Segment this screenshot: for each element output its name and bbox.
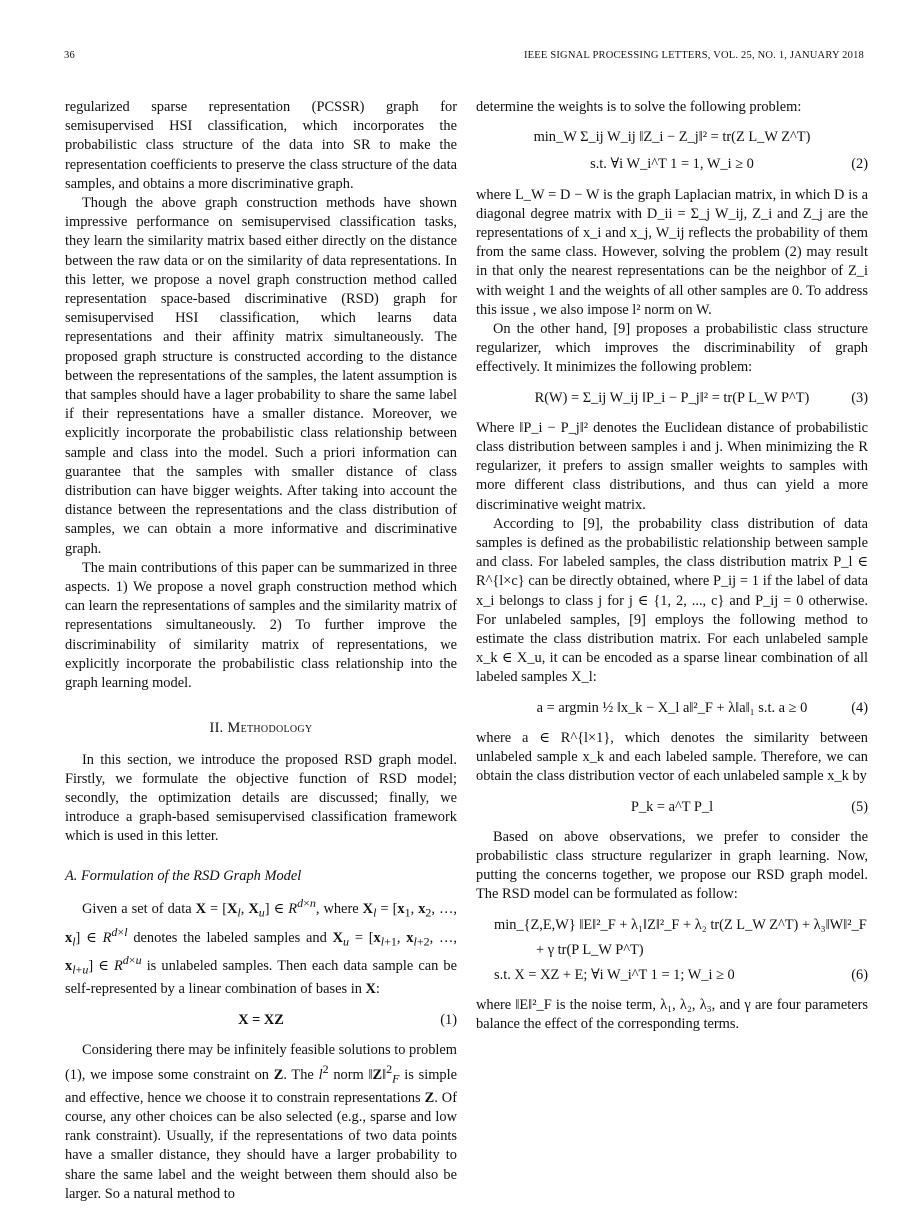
equation-number: (6) xyxy=(851,966,868,983)
paragraph-constraint: Considering there may be infinitely feasible solutions to problem (1), we impose some constraint on Z. The $l^2$ norm ‖Z‖$^2_F$ is simple and effective, hence we choose it to constrain representations Z. Of course, any other choices can be also selected (e.g., sparse and low rank constraint). Usually, if the representations of two data points have a smaller distance, they should have a larger probability to share the same label and the weight between them should also be larger. So a natural method to xyxy=(65,1041,457,1202)
text-span: is simple and effective, hence we choose it to constrain representations xyxy=(65,1066,457,1106)
paragraph: The main contributions of this paper can be summarized in three aspects. 1) We propose a novel graph construction method which can learn the representations of samples and the similarity matrix of representations simultaneously. 2) To further improve the discriminability of similarity matrix of representations, we explicitly incorporate the probabilistic class relationship into the graph learning model. xyxy=(65,559,457,692)
equation-body: P_k = a^T P_l xyxy=(630,798,714,815)
section-number: II. xyxy=(209,720,224,737)
paragraph: where ‖E‖²_F is the noise term, λ₁, λ₂, λ₃, and γ are four parameters balance the effect of the corresponding terms. xyxy=(476,997,868,1033)
paragraph-definition: Given a set of data $X = [X_l$, $X_u$] ∈ $R^{d\times n}$, where $X_l = [x_1$, $x_2$, …, $x_l$] ∈ $R^{d\times l}$ denotes the labeled samples and $X_u = [x_{l+1}$, $x_{l+2}$, …, $x_{l+u}$] ∈ $R^{d\times u}$ is unlabeled samples. Then each data sample can be self-represented by a linear combination of bases in X: xyxy=(65,895,457,998)
text-span: denotes the labeled samples and xyxy=(133,929,327,946)
paragraph: According to [9], the probability class distribution of data samples is defined as the probabilistic relationship between sample and class. For labeled samples, the class distribution matrix P_l ∈ R^{l×c} can be directly obtained, where P_ij = 1 if the label of data x_i belongs to class j for j ∈ {1, 2, ..., c} and P_ij = 0 otherwise. For unlabeled samples, [9] employs the following method to estimate the class distribution matrix. For each unlabeled sample x_k ∈ X_u, it can be encoded as a sparse linear combination of all labeled samples X_l: xyxy=(476,515,868,686)
journal-title: IEEE SIGNAL PROCESSING LETTERS, VOL. 25, NO. 1, JANUARY 2018 xyxy=(523,50,864,61)
equation-6 xyxy=(476,916,868,986)
text-span: Considering there may be infinitely feasible solutions to problem (1), we impose some constraint on xyxy=(65,1041,457,1083)
right-column xyxy=(476,98,868,1035)
paragraph: determine the weights is to solve the following problem: xyxy=(476,99,802,115)
equation-number: (3) xyxy=(851,389,868,406)
equation-5 xyxy=(476,798,868,817)
paragraph: Where ‖P_i − P_j‖² denotes the Euclidean distance of probabilistic class distribution between samples i and j. When minimizing the R regularizer, it prefers to assign smaller weights to samples with more different class distributions, and thus can yield a more discriminative weight matrix. xyxy=(476,419,868,513)
running-header xyxy=(64,50,864,66)
paragraph: In this section, we introduce the proposed RSD graph model. Firstly, we formulate the objective function of RSD model; secondly, the optimization details are discussed; finally, we introduce a graph-based semisupervised classification framework which is used in this letter. xyxy=(65,751,457,845)
equation-body: R(W) = Σ_ij W_ij ‖P_i − P_j‖² = tr(P L_W P^T) xyxy=(534,389,810,406)
equation-line: s.t. X = XZ + E; ∀i W_i^T 1 = 1; W_i ≥ 0 xyxy=(494,966,735,983)
section-heading xyxy=(65,719,457,738)
paragraph: where L_W = D − W is the graph Laplacian matrix, in which D is a diagonal degree matrix with D_ii = Σ_j W_ij, Z_i and Z_j are the representations of x_i and x_j, W_ij reflects the probability of them from the same class. However, solving the problem (2) may result in that only the nearest representations can be the neighbor of Z_i with weight 1 and the weights of all other samples are 0. To address this issue , we also impose l² norm on W. xyxy=(476,186,868,318)
paragraph: Though the above graph construction methods have shown impressive performance on semisupervised classification tasks, they learn the similarity matrix based either directly on the distance between the raw data or on the similarity of data representations. In this letter, we propose a novel graph construction method called representation space-based discriminative (RSD) graph for semisupervised HSI classification, which learns data representations and their affinity matrix simultaneously. The proposed graph structure is constructed according to the distance between the representations of the samples, the latent assumption is that samples should have a lager probability to share the same label if their representations have a smaller distance. Moreover, we explicitly incorporate the probabilistic class relationship between sample and class into the model. Such a priori information can guarantee that the samples with smaller distance of class distribution can have bigger weights. After taking into account the distance between the representations and the class distribution of samples, we can obtain a more informative and discriminative graph. xyxy=(65,195,457,557)
text-span: , where xyxy=(315,900,359,917)
text-span: is unlabeled samples. Then each data sample can be self-represented by a linear combination of bases in xyxy=(65,958,457,998)
equation-number: (1) xyxy=(440,1011,457,1028)
equation-line: + γ tr(P L_W P^T) xyxy=(536,941,644,958)
equation-line: min_{Z,E,W} ‖E‖²_F + λ₁‖Z‖²_F + λ₂ tr(Z L_W Z^T) + λ₃‖W‖²_F xyxy=(494,916,867,933)
equation-body: a = argmin ½ ‖x_k − X_l a‖²_F + λ‖a‖₁ s.t. a ≥ 0 xyxy=(536,699,808,716)
paragraph: Based on above observations, we prefer to consider the probabilistic class structure regularizer in graph learning. Now, putting the concerns together, we propose our RSD graph model. The RSD model can be formulated as follow: xyxy=(476,828,868,903)
equation-3 xyxy=(476,389,868,408)
text-span: . Of course, any other choices can be also selected (e.g., sparse and low rank constraint). Usually, if the representations of two data points have a smaller distance, they should have a larger probability to share the same label and the weight between them should also be larger. So a natural method to xyxy=(65,1089,457,1202)
subsection-heading: A. Formulation of the RSD Graph Model xyxy=(65,867,302,884)
equation-1 xyxy=(65,1011,457,1030)
equation-2 xyxy=(476,128,868,174)
paragraph: On the other hand, [9] proposes a probabilistic class structure regularizer, which improves the discriminability of graph effectively. It minimizes the following problem: xyxy=(476,321,868,376)
equation-4 xyxy=(476,699,868,718)
section-title: Methodology xyxy=(227,720,313,737)
equation-number: (2) xyxy=(851,156,868,173)
equation-number: (4) xyxy=(851,699,868,716)
paragraph: regularized sparse representation (PCSSR) graph for semisupervised HSI classification, which incorporates the probabilistic class structure of the data into SR to make the representation coefficients to preserve the class structure of the data samples, and obtains a more discriminative graph. xyxy=(65,99,457,192)
paragraph: where a ∈ R^{l×1}, which denotes the similarity between unlabeled sample x_k and each labeled sample. Therefore, we can obtain the class distribution vector of each unlabeled sample x_k by xyxy=(476,729,868,785)
text-span: . The xyxy=(283,1066,314,1083)
equation-line: min_W Σ_ij W_ij ‖Z_i − Z_j‖² = tr(Z L_W Z^T) xyxy=(533,129,811,146)
equation-body: X = XZ xyxy=(238,1011,284,1028)
left-column xyxy=(65,98,457,1204)
equation-line: s.t. ∀i W_i^T 1 = 1, W_i ≥ 0 xyxy=(590,156,754,173)
equation-number: (5) xyxy=(851,798,868,815)
text-span: norm xyxy=(333,1066,364,1083)
text-span: Given a set of data xyxy=(82,900,192,917)
page-number: 36 xyxy=(64,50,75,61)
